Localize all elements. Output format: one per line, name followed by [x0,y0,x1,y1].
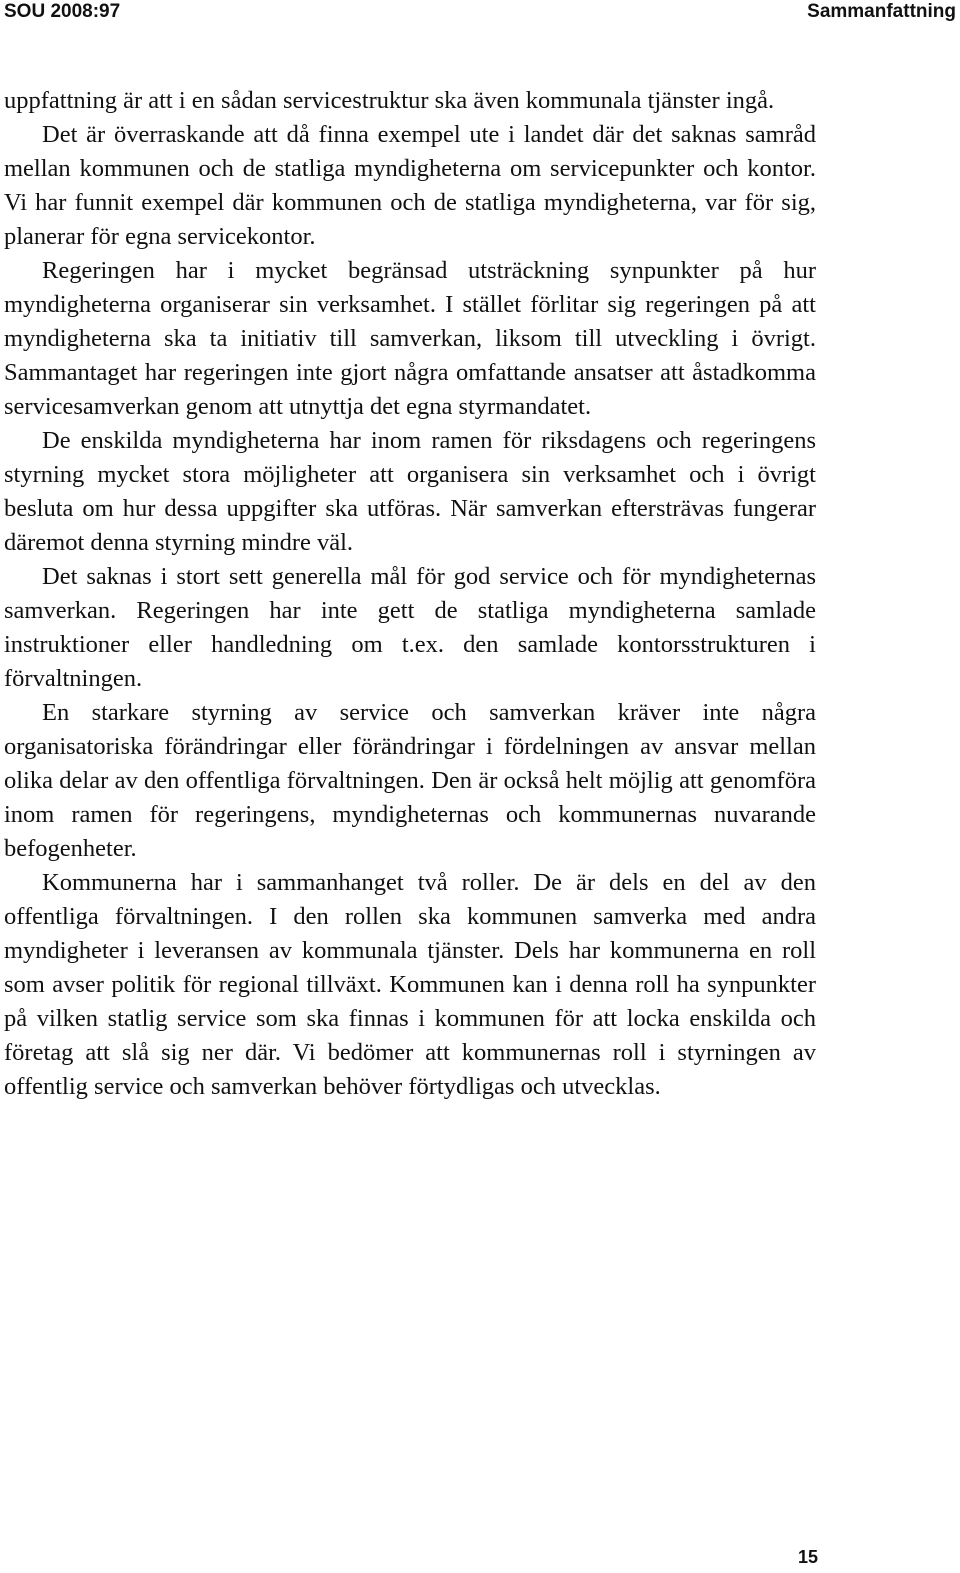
paragraph: Regeringen har i mycket begränsad utsträckning synpunkter på hur myndigheterna organiserar sin verksamhet. I stället förlitar sig regeringen på att myndigheterna ska ta initiativ till samverkan, liksom till utveckling i övrigt. Sammantaget har regeringen inte gjort några omfattande ansatser att åstadkomma servicesamverkan genom att utnyttja det egna styrmandatet. [4,257,816,420]
paragraph: Det saknas i stort sett generella mål för god service och för myndigheternas samverkan. Regeringen har inte gett de statliga myndigheterna samlade instruktioner eller handledning om t.ex. den samlade kontorsstrukturen i förvaltningen. [4,563,816,692]
main-text [4,84,816,1104]
running-header-section: Sammanfattning [807,1,956,22]
paragraph: Det är överraskande att då finna exempel ute i landet där det saknas samråd mellan kommunen och de statliga myndigheterna om servicepunkter och kontor. Vi har funnit exempel där kommunen och de statliga myndigheterna, var för sig, planerar för egna servicekontor. [4,121,816,250]
running-header-report-id: SOU 2008:97 [4,1,121,22]
paragraph: En starkare styrning av service och samverkan kräver inte några organisatoriska förändringar eller förändringar i fördelningen av ansvar mellan olika delar av den offentliga förvaltningen. Den är också helt möjlig att genomföra inom ramen för regeringens, myndigheternas och kommunernas nuvarande befogenheter. [4,699,816,862]
paragraph: uppfattning är att i en sådan servicestruktur ska även kommunala tjänster ingå. [4,87,775,114]
paragraph: De enskilda myndigheterna har inom ramen för riksdagens och regeringens styrning mycket stora möjligheter att organisera sin verksamhet och i övrigt besluta om hur dessa uppgifter ska utföras. När samverkan eftersträvas fungerar däremot denna styrning mindre väl. [4,427,816,556]
paragraph: Kommunerna har i sammanhanget två roller. De är dels en del av den offentliga förvaltningen. I den rollen ska kommunen samverka med andra myndigheter i leveransen av kommunala tjänster. Dels har kommunerna en roll som avser politik för regional tillväxt. Kommunen kan i denna roll ha synpunkter på vilken statlig service som ska finnas i kommunen för att locka enskilda och företag att slå sig ner där. Vi bedömer att kommunernas roll i styrningen av offentlig service och samverkan behöver förtydligas och utvecklas. [4,869,816,1100]
page-number: 15 [797,1547,818,1567]
